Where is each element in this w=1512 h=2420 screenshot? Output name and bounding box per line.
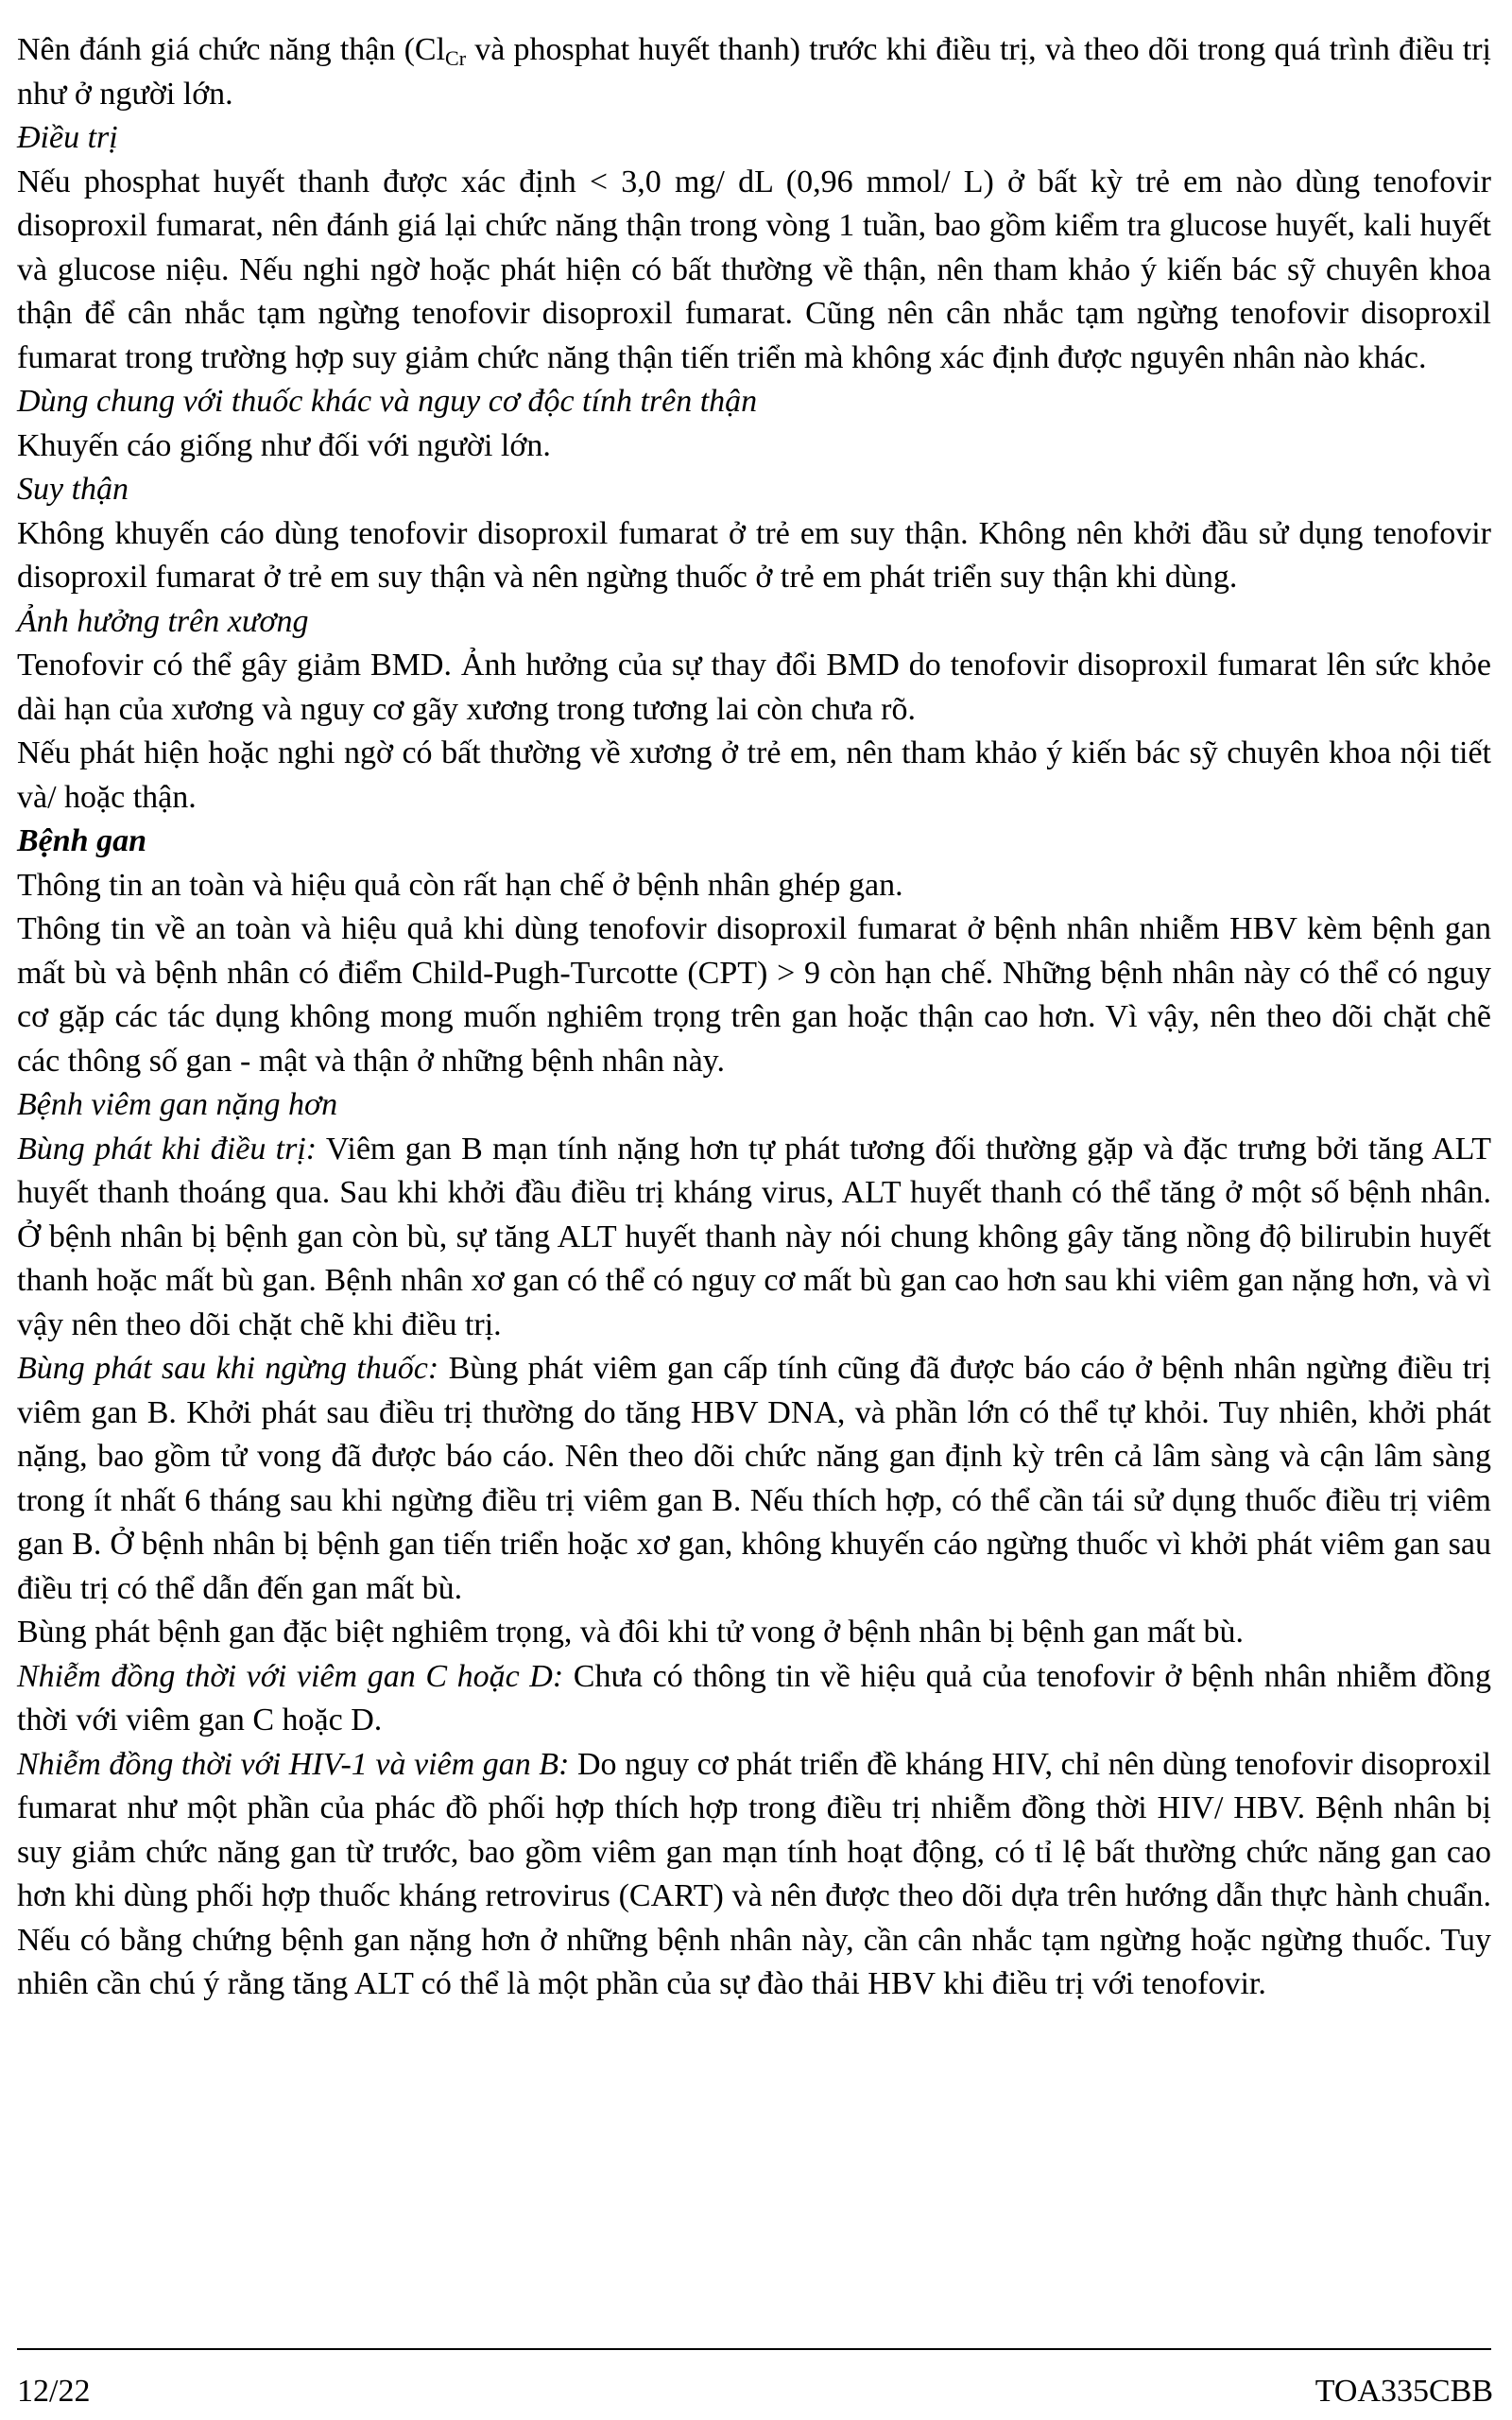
- heading-suy-than: Suy thận: [17, 472, 129, 507]
- document-code: TOA335CBB: [1314, 2374, 1493, 2409]
- label-bung-phat-dieu-tri: Bùng phát khi điều trị:: [17, 1131, 318, 1167]
- label-hiv-hbv: Nhiễm đồng thời với HIV-1 và viêm gan B:: [17, 1746, 570, 1782]
- paragraph-gan-1: Thông tin an toàn và hiệu quả còn rất hạn chế ở bệnh nhân ghép gan.: [17, 867, 903, 903]
- paragraph-bung-phat-ngung-thuoc: Bùng phát sau khi ngừng thuốc: Bùng phát viêm gan cấp tính cũng đã được báo cáo ở bệnh nhân ngừng điều trị viêm gan B. Khởi phát sau điều trị thường do tăng HBV DNA, và phần lớn có thể tự khỏi. Tuy nhiên, khởi phát nặng, bao gồm tử vong đã được báo cáo. Nên theo dõi chức năng gan định kỳ trên cả lâm sàng và cận lâm sàng trong ít nhất 6 tháng sau khi ngừng điều trị viêm gan B. Nếu thích hợp, có thể cần tái sử dụng thuốc điều trị viêm gan B. Ở bệnh nhân bị bệnh gan tiến triển hoặc xơ gan, không khuyến cáo ngừng thuốc vì khởi phát viêm gan sau điều trị có thể dẫn đến gan mất bù.: [17, 1351, 1492, 1606]
- paragraph-suy-than: Không khuyến cáo dùng tenofovir disoproxil fumarat ở trẻ em suy thận. Không nên khởi đầu sử dụng tenofovir disoproxil fumarat ở trẻ em suy thận và nên ngừng thuốc ở trẻ em phát triển suy thận khi dùng.: [17, 515, 1491, 595]
- paragraph-xuong-1: Tenofovir có thể gây giảm BMD. Ảnh hưởng của sự thay đổi BMD do tenofovir disoproxil fumarat lên sức khỏe dài hạn của xương và nguy cơ gãy xương trong tương lai còn chưa rõ.: [17, 648, 1491, 727]
- label-bung-phat-ngung-thuoc: Bùng phát sau khi ngừng thuốc:: [17, 1351, 439, 1386]
- label-viem-gan-c-d: Nhiễm đồng thời với viêm gan C hoặc D:: [17, 1658, 564, 1694]
- paragraph-hiv-hbv: Nhiễm đồng thời với HIV-1 và viêm gan B: Do nguy cơ phát triển đề kháng HIV, chỉ nên dùng tenofovir disoproxil fumarat như một phần của phác đồ phối hợp thích hợp trong điều trị nhiễm đồng thời HIV/ HBV. Bệnh nhân bị suy giảm chức năng gan từ trước, bao gồm viêm gan mạn tính hoạt động, có tỉ lệ bất thường chức năng gan cao hơn khi dùng phối hợp thuốc kháng retrovirus (CART) và nên được theo dõi dựa trên hướng dẫn thực hành chuẩn. Nếu có bằng chứng bệnh gan nặng hơn ở những bệnh nhân này, cần cân nhắc tạm ngừng hoặc ngừng thuốc. Tuy nhiên cần chú ý rằng tăng ALT có thể là một phần của sự đào thải HBV khi điều trị với tenofovir.: [17, 1746, 1491, 2001]
- heading-anh-huong-xuong: Ảnh hưởng trên xương: [17, 603, 309, 639]
- paragraph-bung-phat-nghiem-trong: Bùng phát bệnh gan đặc biệt nghiêm trọng, và đôi khi tử vong ở bệnh nhân bị bệnh gan mất bù.: [17, 1615, 1244, 1650]
- heading-benh-gan: Bệnh gan: [17, 823, 146, 858]
- page-number: 12/22: [17, 2374, 91, 2409]
- heading-dieu-tri: Điều trị: [17, 120, 118, 155]
- paragraph-dieu-tri: Nếu phosphat huyết thanh được xác định < 3,0 mg/ dL (0,96 mmol/ L) ở bất kỳ trẻ em nào dùng tenofovir disoproxil fumarat, nên đánh giá lại chức năng thận trong vòng 1 tuần, bao gồm kiểm tra glucose huyết, kali huyết và glucose niệu. Nếu nghi ngờ hoặc phát hiện có bất thường về thận, nên tham khảo ý kiến bác sỹ chuyên khoa thận để cân nhắc tạm ngừng tenofovir disoproxil fumarat. Cũng nên cân nhắc tạm ngừng tenofovir disoproxil fumarat trong trường hợp suy giảm chức năng thận tiến triển mà không xác định được nguyên nhân nào khác.: [17, 164, 1491, 375]
- paragraph-bung-phat-dieu-tri: Bùng phát khi điều trị: Viêm gan B mạn tính nặng hơn tự phát tương đối thường gặp và đặc trưng bởi tăng ALT huyết thanh thoáng qua. Sau khi khởi đầu điều trị kháng virus, ALT huyết thanh có thể tăng ở một số bệnh nhân. Ở bệnh nhân bị bệnh gan còn bù, sự tăng ALT huyết thanh này nói chung không gây tăng nồng độ bilirubin huyết thanh hoặc mất bù gan. Bệnh nhân xơ gan có thể có nguy cơ mất bù gan cao hơn sau khi viêm gan nặng hơn, và vì vậy nên theo dõi chặt chẽ khi điều trị.: [17, 1131, 1491, 1342]
- document-body: [17, 28, 1491, 2007]
- subscript-cr: Cr: [445, 46, 467, 70]
- paragraph-xuong-2: Nếu phát hiện hoặc nghi ngờ có bất thường về xương ở trẻ em, nên tham khảo ý kiến bác sỹ chuyên khoa nội tiết và/ hoặc thận.: [17, 735, 1491, 815]
- paragraph-viem-gan-c-d: Nhiễm đồng thời với viêm gan C hoặc D: Chưa có thông tin về hiệu quả của tenofovir ở bệnh nhân nhiễm đồng thời với viêm gan C hoặc D.: [17, 1658, 1491, 1737]
- heading-viem-gan-nang-hon: Bệnh viêm gan nặng hơn: [17, 1087, 338, 1122]
- heading-dung-chung: Dùng chung với thuốc khác và nguy cơ độc tính trên thận: [17, 384, 758, 419]
- paragraph-gan-2: Thông tin về an toàn và hiệu quả khi dùng tenofovir disoproxil fumarat ở bệnh nhân nhiễm HBV kèm bệnh gan mất bù và bệnh nhân có điểm Child-Pugh-Turcotte (CPT) > 9 còn hạn chế. Những bệnh nhân này có thể có nguy cơ gặp các tác dụng không mong muốn nghiêm trọng trên gan hoặc thận cao hơn. Vì vậy, nên theo dõi chặt chẽ các thông số gan - mật và thận ở những bệnh nhân này.: [17, 911, 1491, 1079]
- paragraph-dung-chung: Khuyến cáo giống như đối với người lớn.: [17, 427, 551, 463]
- paragraph-renal-monitoring: Nên đánh giá chức năng thận ($Cl_{Cr}$ và phosphat huyết thanh) trước khi điều trị, và theo dõi trong quá trình điều trị như ở người lớn.: [17, 32, 1491, 112]
- footer-divider: [17, 2348, 1491, 2350]
